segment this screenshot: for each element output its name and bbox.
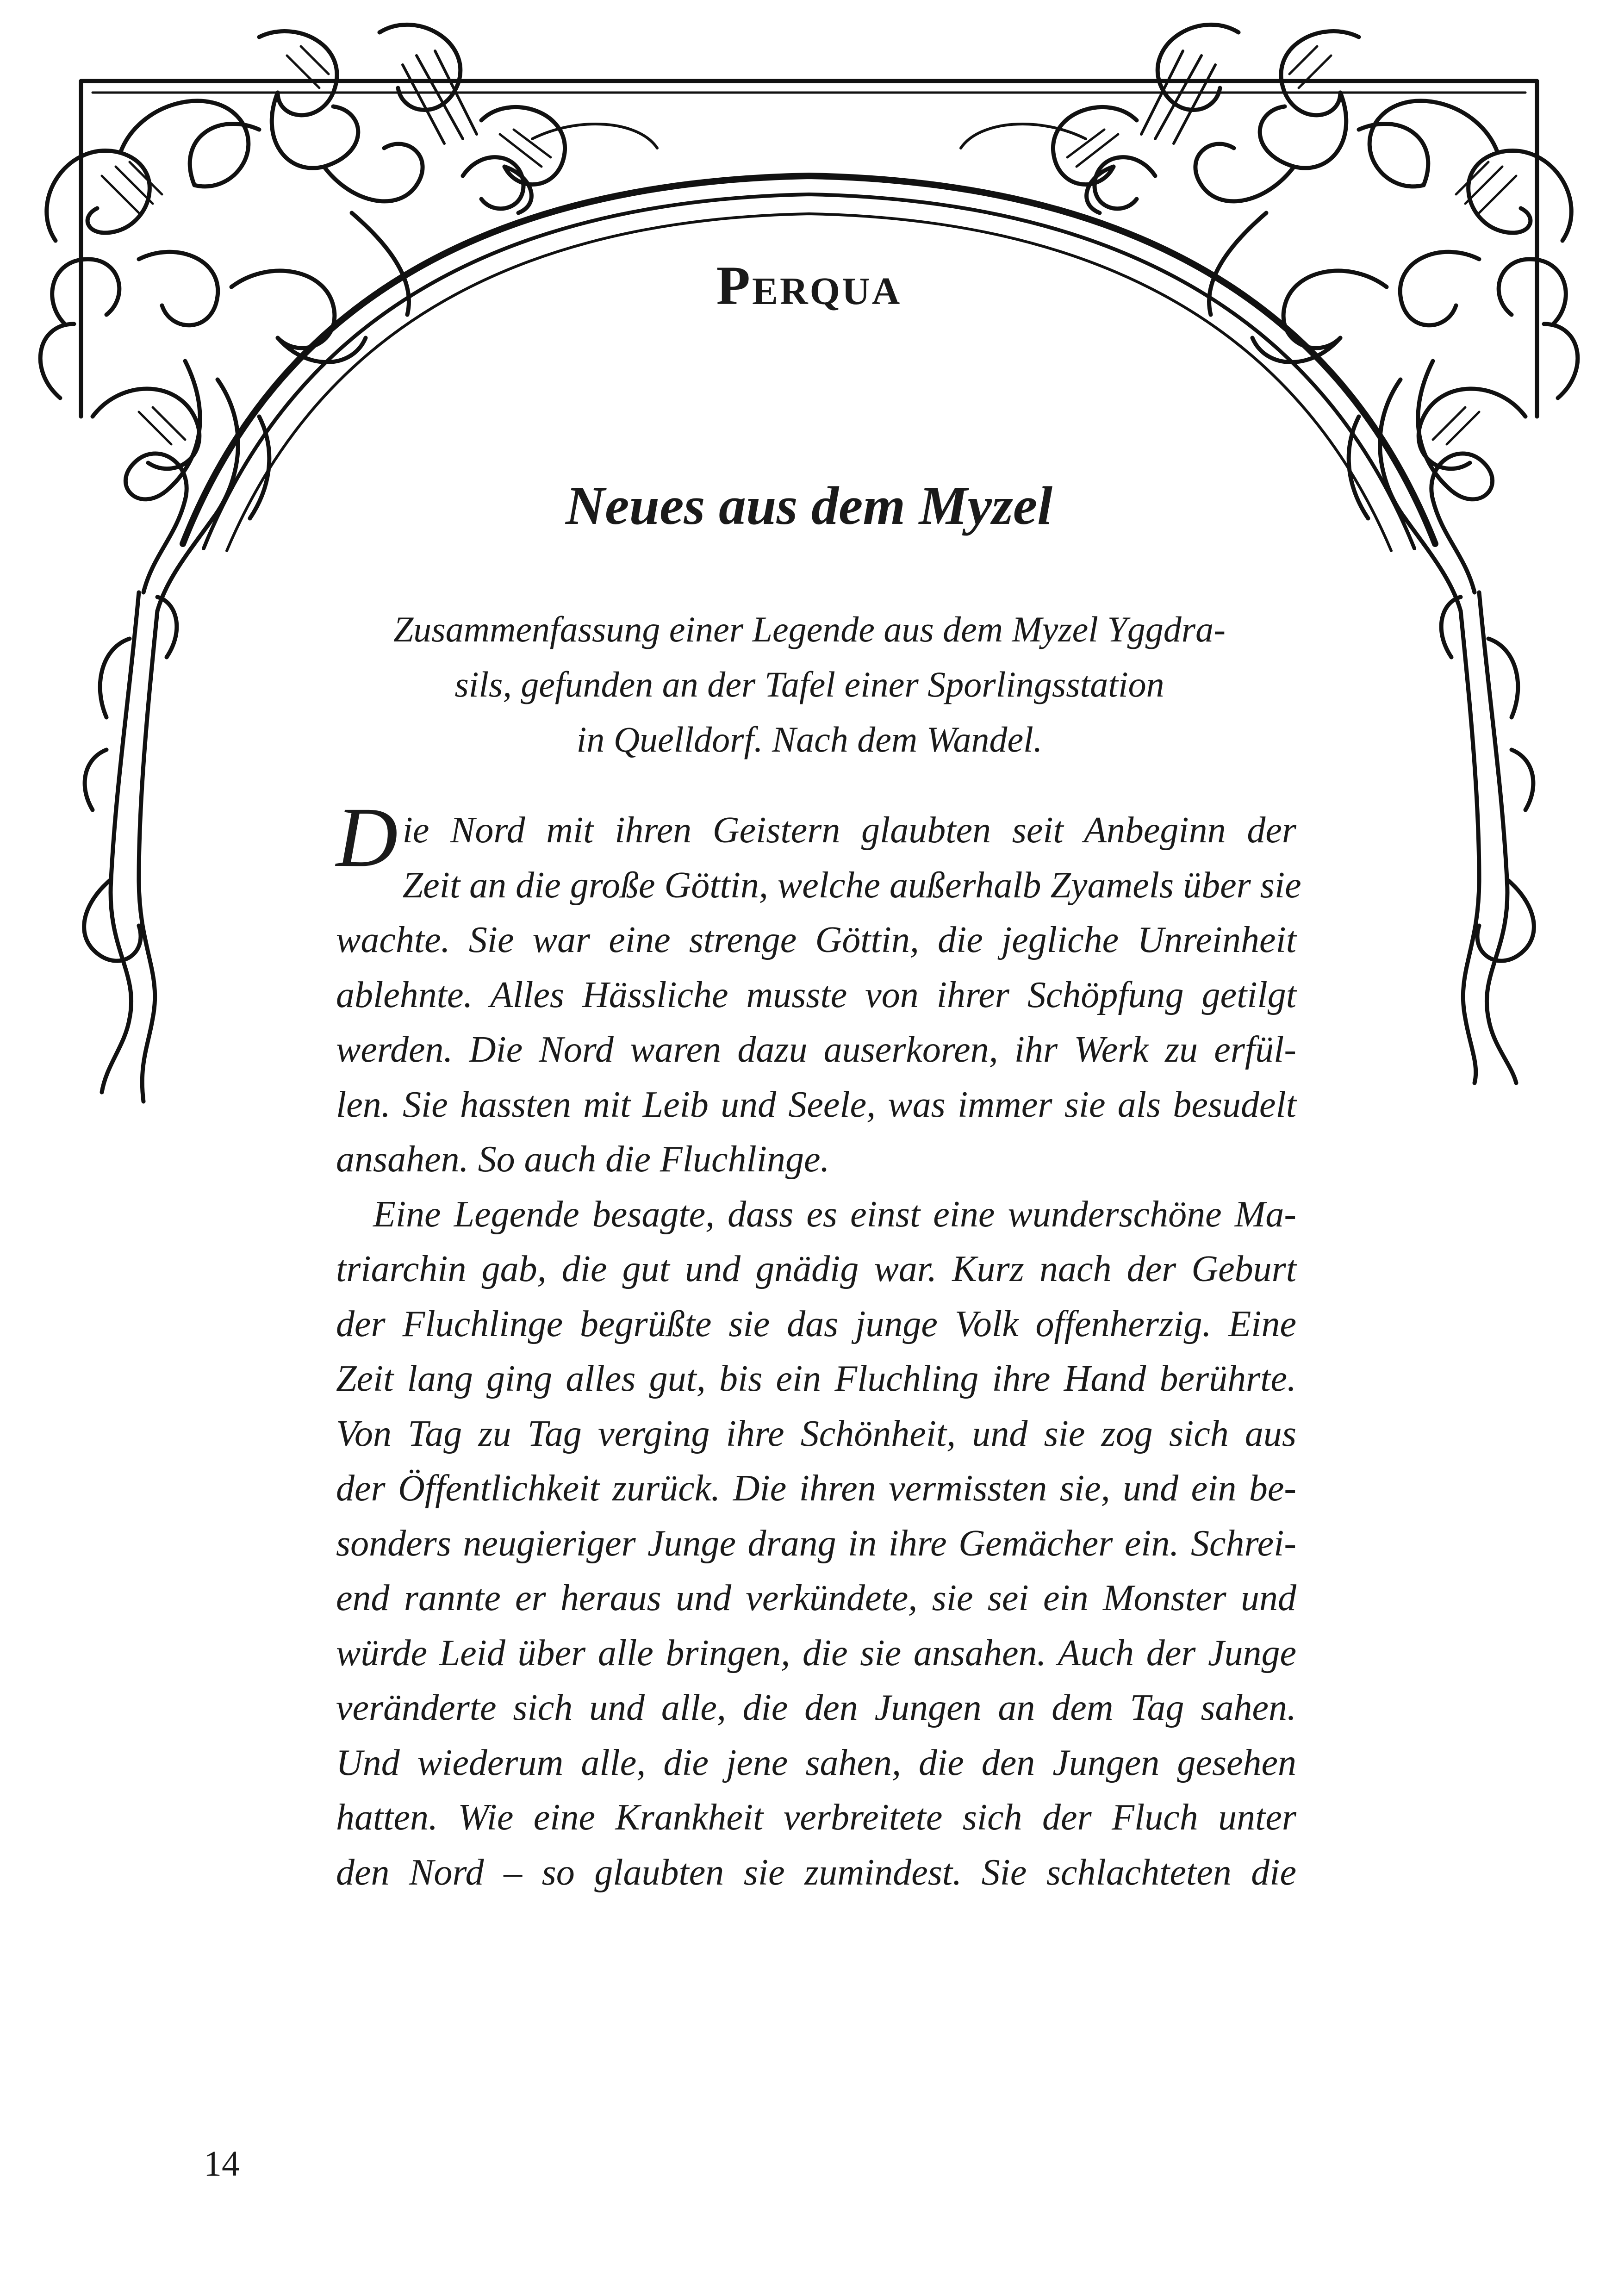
text-line: würde Leid über alle bringen, die sie ansahen. Auch der Junge	[336, 1632, 1296, 1674]
text-line: den Nord – so glaubten sie zumindest. Sie schlachteten die	[336, 1852, 1296, 1893]
text-line: werden. Die Nord waren dazu auserkoren, ihr Werk zu erfül-	[336, 1029, 1296, 1070]
intro-line: in Quelldorf. Nach dem Wandel.	[576, 719, 1043, 759]
text-line: Von Tag zu Tag verging ihre Schönheit, und sie zog sich aus	[336, 1413, 1296, 1454]
text-line: triarchin gab, die gut und gnädig war. Kurz nach der Geburt	[336, 1249, 1296, 1289]
text-line: Eine Legende besagte, dass es einst eine wunderschöne Ma-	[373, 1194, 1296, 1235]
text-line: Zeit lang ging alles gut, bis ein Fluchling ihre Hand berührte.	[336, 1358, 1296, 1399]
text-line: len. Sie hassten mit Leib und Seele, was immer sie als besudelt	[336, 1084, 1296, 1125]
text-line: der Fluchlinge begrüßte sie das junge Volk offenherzig. Eine	[336, 1303, 1296, 1344]
text-line: Und wiederum alle, die jene sahen, die den Jungen gesehen	[336, 1742, 1296, 1783]
section-title: Neues aus dem Myzel	[565, 475, 1053, 536]
text-line: wachte. Sie war eine strenge Göttin, die jegliche Unreinheit	[336, 920, 1296, 960]
text-line: end rannte er heraus und verkündete, sie sei ein Monster und	[336, 1578, 1296, 1618]
page-number: 14	[204, 2143, 240, 2184]
text-line: Zeit an die große Göttin, welche außerhalb Zyamels über sie	[402, 865, 1301, 906]
text-line: veränderte sich und alle, die den Jungen an dem Tag sahen.	[336, 1687, 1296, 1728]
intro-line: sils, gefunden an der Tafel einer Sporlingsstation	[454, 664, 1164, 704]
first-line	[336, 790, 1296, 885]
paragraph-2	[336, 1187, 1296, 1900]
first-line-text: ie Nord mit ihren Geistern glaubten seit Anbeginn der	[402, 810, 1296, 851]
body-text	[336, 790, 1301, 1900]
text-line: hatten. Wie eine Krankheit verbreitete sich der Fluch unter	[336, 1797, 1296, 1838]
chapter-title: Perqua	[716, 255, 902, 316]
drop-cap: D	[336, 790, 398, 885]
text-line: der Öffentlichkeit zurück. Die ihren vermissten sie, und ein be-	[336, 1468, 1296, 1509]
intro-summary	[324, 602, 1295, 767]
paragraph-1	[336, 790, 1301, 1187]
intro-line: Zusammenfassung einer Legende aus dem Myzel Yggdra-	[393, 609, 1226, 649]
text-line: sonders neugieriger Junge drang in ihre Gemächer ein. Schrei-	[336, 1523, 1296, 1564]
text-line: ansahen. So auch die Fluchlinge.	[336, 1139, 830, 1180]
text-line: ablehnte. Alles Hässliche musste von ihrer Schöpfung getilgt	[336, 974, 1296, 1015]
